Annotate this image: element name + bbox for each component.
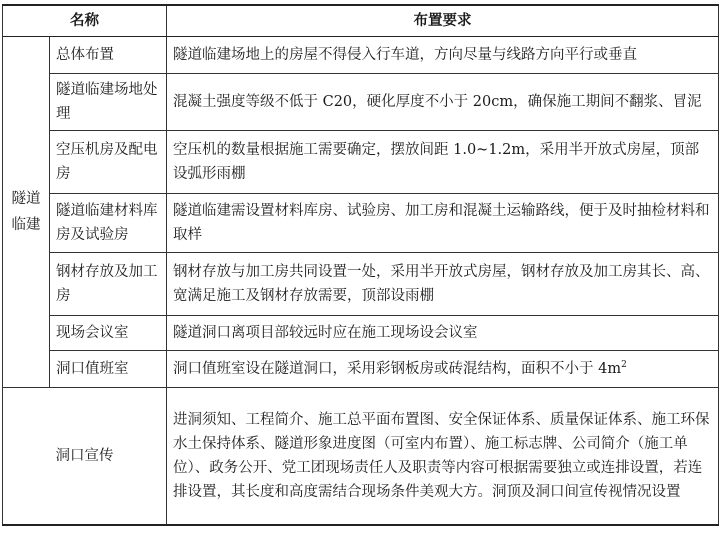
table-row xyxy=(3,37,719,74)
category-tunnel-temporary: 隧道临建 xyxy=(3,37,50,388)
row-requirement: 钢材存放与加工房共同设置一处，采用半开放式房屋，钢材存放及加工房其长、高、宽满足施工及钢材存放需要，顶部设雨棚 xyxy=(167,253,719,316)
row-name: 空压机房及配电房 xyxy=(50,131,167,194)
layout-requirements-table xyxy=(2,4,719,526)
row-requirement: 隧道洞口离项目部较远时应在施工现场设会议室 xyxy=(167,316,719,351)
promo-name: 洞口宣传 xyxy=(3,388,167,526)
table-row xyxy=(3,253,719,316)
promo-requirement: 进洞须知、工程简介、施工总平面布置图、安全保证体系、质量保证体系、施工环保水土保持体系、隧道形象进度图（可室内布置）、施工标志牌、公司简介（施工单位）、政务公开、党工团现场责任人及职责等内容可根据需要独立或连排设置，若连排设置，其长度和高度需结合现场条件美观大方。洞顶及洞口间宣传视情况设置 xyxy=(167,388,719,526)
row-name: 洞口值班室 xyxy=(50,351,167,388)
row-name: 隧道临建材料库房及试验房 xyxy=(50,194,167,253)
table-row xyxy=(3,74,719,131)
table-row xyxy=(3,131,719,194)
row-requirement: 空压机的数量根据施工需要确定，摆放间距 1.0~1.2m，采用半开放式房屋，顶部设弧形雨棚 xyxy=(167,131,719,194)
table-header-row xyxy=(3,5,719,37)
row-name: 总体布置 xyxy=(50,37,167,74)
row-name: 现场会议室 xyxy=(50,316,167,351)
table-row xyxy=(3,194,719,253)
table-row xyxy=(3,351,719,388)
row-requirement-text: 洞口值班室设在隧道洞口，采用彩钢板房或砖混结构，面积不小于 4m xyxy=(173,361,622,377)
row-requirement: 隧道临建需设置材料库房、试验房、加工房和混凝土运输路线，便于及时抽检材料和取样 xyxy=(167,194,719,253)
row-requirement: 隧道临建场地上的房屋不得侵入行车道，方向尽量与线路方向平行或垂直 xyxy=(167,37,719,74)
row-requirement: 混凝土强度等级不低于 C20，硬化厚度不小于 20cm，确保施工期间不翻浆、冒泥 xyxy=(167,74,719,131)
table-row-promo xyxy=(3,388,719,526)
row-name: 隧道临建场地处理 xyxy=(50,74,167,131)
header-name: 名称 xyxy=(3,5,167,37)
row-requirement xyxy=(167,351,719,388)
table-row xyxy=(3,316,719,351)
header-requirement: 布置要求 xyxy=(167,5,719,37)
area-unit-superscript: 2 xyxy=(621,360,627,371)
row-name: 钢材存放及加工房 xyxy=(50,253,167,316)
